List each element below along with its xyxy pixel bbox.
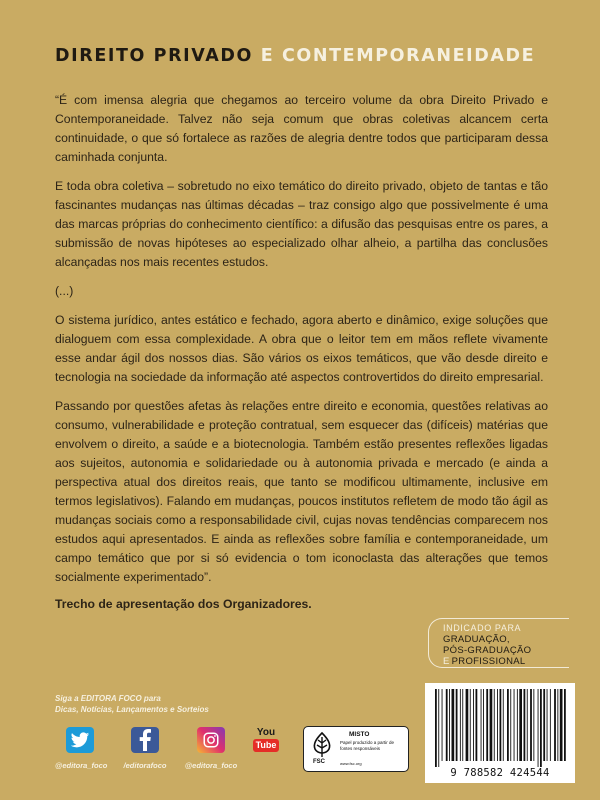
fsc-title: MISTO (349, 731, 370, 738)
barcode-bar (543, 689, 545, 761)
youtube-text-bottom: Tube (253, 739, 279, 752)
social-invite-line2 (55, 704, 275, 715)
barcode-bar (481, 689, 482, 761)
barcode-bar (497, 689, 498, 761)
barcode-bar (486, 689, 488, 761)
facebook-handle: /editorafoco (123, 761, 167, 770)
barcode-bar (519, 689, 522, 761)
barcode-bar (456, 689, 458, 761)
barcode-bar (547, 689, 548, 761)
badge-heading: INDICADO PARA (443, 623, 522, 633)
barcode-bar (560, 689, 563, 761)
back-cover-text (55, 91, 548, 624)
social-invite-prefix: Dicas, Notícias, Lançamentos e (55, 705, 175, 714)
barcode-bars (425, 683, 575, 767)
barcode-bar (476, 689, 478, 761)
barcode-bar (533, 689, 534, 761)
fsc-label (303, 726, 409, 772)
barcode-bar (435, 689, 437, 767)
barcode-bar (452, 689, 455, 761)
indication-badge (428, 618, 569, 668)
barcode-bar (564, 689, 566, 761)
youtube-icon (253, 727, 279, 755)
barcode-bar (470, 689, 471, 761)
instagram-icon (197, 727, 225, 753)
barcode-bar (500, 689, 502, 761)
barcode-bar (554, 689, 556, 761)
facebook-icon (131, 727, 159, 753)
barcode-bar (507, 689, 509, 761)
paragraph: Passando por questões afetas às relações entre direito e economia, questões relativas ao consumo, vulnerabilidade e proteção contratual, sem esquecer das (difíceis) matérias que envolvem o direito, a saúde e a biotecnologia. Também estão presentes reflexões ligadas aos sujeitos, autonomia e solidariedade ou à autonomia privada e mercado (e ainda a perspectiva atual dos direitos reais, que tanto se modificou ultimamente, inclusive em termos legislativos). Falando em mudanças, poucos institutos refletem de modo tão ágil as mudanças sociais como a responsabilidade civil, cujas novas tendências comparecem nos estudos aqui apresentados. E ainda as reflexões sobre família e contemporaneidade, um campo temático que por si só evidencia o tom iconoclasta das alterações que temos socialmente experimentado”. (55, 399, 548, 584)
barcode-bar (473, 689, 474, 761)
barcode-bar (503, 689, 504, 761)
barcode-bar (494, 689, 495, 761)
signature: Trecho de apresentação dos Organizadores. (55, 597, 312, 611)
paragraph: O sistema jurídico, antes estático e fechado, agora aberto e dinâmico, exige soluções que dialoguem com essa complexidade. A obra que o leitor tem em mãos reflete vivamente esse andar ágil dos nossos dias. São vários os eixos temáticos, que vão desde direito e tecnologia na sociedade da informação até aspectos controvertidos do direito empresarial. (55, 313, 548, 384)
social-invite-line1: Siga a EDITORA FOCO para (55, 694, 161, 703)
paragraph: (...) (55, 284, 74, 298)
barcode-bar (462, 689, 463, 761)
instagram-handle: @editora_foco (184, 761, 238, 770)
barcode-bar (540, 689, 542, 767)
book-title-part2: E CONTEMPORANEIDADE (260, 46, 536, 66)
barcode-bar (524, 689, 526, 761)
badge-line: PÓS-GRADUAÇÃO (443, 645, 532, 656)
barcode-bar (530, 689, 532, 761)
instagram-link[interactable] (183, 727, 239, 770)
youtube-link[interactable] (252, 727, 280, 755)
barcode-bar (517, 689, 518, 761)
book-title (55, 46, 555, 66)
fsc-site: www.fsc.org (340, 761, 362, 766)
barcode-bar (483, 689, 484, 761)
barcode-bar (550, 689, 551, 761)
social-invite (55, 693, 275, 715)
fsc-tree-icon (310, 731, 334, 759)
paragraph: “É com imensa alegria que chegamos ao terceiro volume da obra Direito Privado e Contemporaneidade. Talvez não seja comum que obras coletivas alcancem certa continuidade, o que só fortalece as razões de alegria dentre todos que participaram dessa caminhada conjunta. (55, 93, 548, 164)
barcode-bar (527, 689, 528, 761)
fsc-logo-text: FSC (313, 759, 325, 765)
barcode-bar (490, 689, 493, 761)
fsc-description: Papel produzido a partir de fontes responsáveis (340, 740, 395, 751)
badge-line: GRADUAÇÃO, (443, 634, 510, 645)
twitter-handle: @editora_foco (55, 761, 108, 770)
badge-line (443, 656, 525, 667)
book-title-part1: DIREITO PRIVADO (55, 46, 254, 66)
barcode-bar (514, 689, 515, 761)
barcode-bar (557, 689, 558, 761)
twitter-icon (66, 727, 94, 753)
barcode-bar (449, 689, 450, 761)
barcode-bar (538, 689, 539, 767)
barcode-bar (466, 689, 469, 761)
youtube-text-top: You (256, 727, 276, 738)
barcode-bar (460, 689, 461, 761)
badge-line-text: PROFISSIONAL (451, 656, 526, 667)
twitter-link[interactable] (55, 727, 108, 770)
barcode-bar (442, 689, 443, 761)
isbn-barcode (425, 683, 575, 783)
social-invite-emph: Sorteios (176, 705, 209, 714)
facebook-link[interactable] (120, 727, 170, 770)
barcode-bar (438, 689, 439, 767)
badge-connector: E (443, 656, 450, 667)
paragraph: E toda obra coletiva – sobretudo no eixo temático do direito privado, objeto de tantas e tão fascinantes mudanças nas últimas décadas – traz consigo algo que possivelmente é uma das marcas próprias do conhecimento científico: a difusão das pesquisas entre os pares, a submissão de novas hipóteses ao especializado olhar alheio, a partilha das conclusões alcançadas nos mais recentes estudos. (55, 179, 548, 269)
barcode-bar (510, 689, 511, 761)
barcode-bar (446, 689, 448, 761)
isbn-number: 9 788582 424544 (450, 767, 550, 779)
